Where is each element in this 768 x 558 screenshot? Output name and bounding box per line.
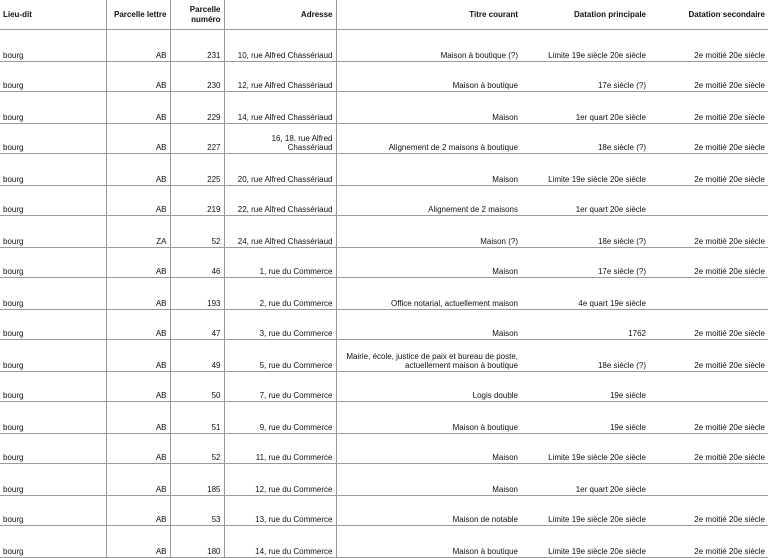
cell-lieu-dit: bourg — [0, 62, 106, 92]
cell-datation-secondaire — [649, 464, 768, 496]
cell-datation-secondaire: 2e moitié 20e siècle — [649, 216, 768, 248]
cell-parcelle-numero: 52 — [170, 434, 224, 464]
cell-datation-secondaire: 2e moitié 20e siècle — [649, 434, 768, 464]
header-adresse: Adresse — [224, 0, 336, 30]
table-row — [0, 124, 768, 154]
cell-adresse: 20, rue Alfred Chassériaud — [224, 154, 336, 186]
cell-adresse: 3, rue du Commerce — [224, 310, 336, 340]
table-row — [0, 340, 768, 372]
cell-titre-courant: Logis double — [336, 372, 521, 402]
cell-parcelle-lettre: AB — [106, 154, 170, 186]
table-row — [0, 310, 768, 340]
cell-adresse: 22, rue Alfred Chassériaud — [224, 186, 336, 216]
cell-parcelle-numero: 229 — [170, 92, 224, 124]
cell-adresse: 7, rue du Commerce — [224, 372, 336, 402]
table-row — [0, 434, 768, 464]
cell-datation-principale: 17e siècle (?) — [521, 62, 649, 92]
table-row — [0, 186, 768, 216]
header-parcelle-lettre: Parcelle lettre — [106, 0, 170, 30]
cell-datation-secondaire: 2e moitié 20e siècle — [649, 154, 768, 186]
cell-datation-principale: 19e siècle — [521, 372, 649, 402]
cell-parcelle-lettre: AB — [106, 248, 170, 278]
cell-parcelle-lettre: AB — [106, 186, 170, 216]
cell-lieu-dit: bourg — [0, 310, 106, 340]
table-row — [0, 62, 768, 92]
cell-adresse: 12, rue Alfred Chassériaud — [224, 62, 336, 92]
cell-datation-secondaire: 2e moitié 20e siècle — [649, 248, 768, 278]
table-row — [0, 402, 768, 434]
table-row — [0, 216, 768, 248]
cell-datation-principale: 4e quart 19e siècle — [521, 278, 649, 310]
cell-titre-courant: Alignement de 2 maisons — [336, 186, 521, 216]
cell-lieu-dit: bourg — [0, 278, 106, 310]
cell-lieu-dit: bourg — [0, 216, 106, 248]
cell-parcelle-numero: 46 — [170, 248, 224, 278]
cell-parcelle-numero: 219 — [170, 186, 224, 216]
cell-datation-principale: 18e siècle (?) — [521, 124, 649, 154]
cell-adresse: 16, 18, rue Alfred Chassériaud — [224, 124, 336, 154]
cell-adresse: 1, rue du Commerce — [224, 248, 336, 278]
cell-parcelle-lettre: AB — [106, 496, 170, 526]
cell-datation-principale: 17e siècle (?) — [521, 248, 649, 278]
cell-titre-courant: Maison à boutique — [336, 402, 521, 434]
cell-datation-principale: 1762 — [521, 310, 649, 340]
cell-lieu-dit: bourg — [0, 92, 106, 124]
cell-parcelle-numero: 227 — [170, 124, 224, 154]
cell-parcelle-lettre: AB — [106, 402, 170, 434]
cell-datation-principale: 1er quart 20e siècle — [521, 92, 649, 124]
table-row — [0, 278, 768, 310]
cell-adresse: 12, rue du Commerce — [224, 464, 336, 496]
table-row — [0, 154, 768, 186]
cell-parcelle-numero: 49 — [170, 340, 224, 372]
cell-parcelle-numero: 231 — [170, 30, 224, 62]
cell-datation-principale: Limite 19e siècle 20e siècle — [521, 30, 649, 62]
cell-lieu-dit: bourg — [0, 340, 106, 372]
cell-lieu-dit: bourg — [0, 30, 106, 62]
cell-lieu-dit: bourg — [0, 186, 106, 216]
cell-datation-secondaire: 2e moitié 20e siècle — [649, 526, 768, 558]
cell-lieu-dit: bourg — [0, 464, 106, 496]
cell-titre-courant: Maison (?) — [336, 216, 521, 248]
cell-datation-principale: 18e siècle (?) — [521, 340, 649, 372]
cell-parcelle-numero: 180 — [170, 526, 224, 558]
cell-titre-courant: Maison — [336, 464, 521, 496]
cell-titre-courant: Maison — [336, 248, 521, 278]
cell-datation-principale: 1er quart 20e siècle — [521, 186, 649, 216]
cell-adresse: 5, rue du Commerce — [224, 340, 336, 372]
cell-parcelle-lettre: AB — [106, 62, 170, 92]
cell-parcelle-lettre: AB — [106, 92, 170, 124]
cell-titre-courant: Alignement de 2 maisons à boutique — [336, 124, 521, 154]
cell-titre-courant: Maison de notable — [336, 496, 521, 526]
cell-lieu-dit: bourg — [0, 526, 106, 558]
header-lieu-dit: Lieu-dit — [0, 0, 106, 30]
cell-datation-secondaire — [649, 186, 768, 216]
cell-titre-courant: Maison à boutique — [336, 526, 521, 558]
cell-datation-secondaire: 2e moitié 20e siècle — [649, 340, 768, 372]
cell-lieu-dit: bourg — [0, 154, 106, 186]
cell-parcelle-lettre: AB — [106, 372, 170, 402]
cell-parcelle-lettre: AB — [106, 278, 170, 310]
cell-datation-secondaire: 2e moitié 20e siècle — [649, 30, 768, 62]
cell-lieu-dit: bourg — [0, 434, 106, 464]
cell-datation-principale: 1er quart 20e siècle — [521, 464, 649, 496]
cell-datation-secondaire: 2e moitié 20e siècle — [649, 62, 768, 92]
cell-datation-secondaire: 2e moitié 20e siècle — [649, 496, 768, 526]
header-datation-secondaire: Datation secondaire — [649, 0, 768, 30]
cell-datation-secondaire: 2e moitié 20e siècle — [649, 92, 768, 124]
cell-datation-secondaire: 2e moitié 20e siècle — [649, 124, 768, 154]
table-row — [0, 496, 768, 526]
cell-adresse: 13, rue du Commerce — [224, 496, 336, 526]
cell-parcelle-lettre: AB — [106, 30, 170, 62]
table-row — [0, 30, 768, 62]
cell-datation-secondaire: 2e moitié 20e siècle — [649, 310, 768, 340]
table-row — [0, 372, 768, 402]
table-row — [0, 92, 768, 124]
cell-datation-secondaire: 2e moitié 20e siècle — [649, 402, 768, 434]
cell-parcelle-lettre: AB — [106, 340, 170, 372]
table-row — [0, 248, 768, 278]
cell-parcelle-lettre: ZA — [106, 216, 170, 248]
table-row — [0, 526, 768, 558]
cell-titre-courant: Maison — [336, 434, 521, 464]
cell-lieu-dit: bourg — [0, 402, 106, 434]
cell-adresse: 14, rue du Commerce — [224, 526, 336, 558]
cell-adresse: 11, rue du Commerce — [224, 434, 336, 464]
cell-parcelle-numero: 50 — [170, 372, 224, 402]
cell-parcelle-lettre: AB — [106, 434, 170, 464]
table-body — [0, 30, 768, 558]
cell-datation-secondaire — [649, 372, 768, 402]
cell-adresse: 14, rue Alfred Chassériaud — [224, 92, 336, 124]
header-titre-courant: Titre courant — [336, 0, 521, 30]
cell-lieu-dit: bourg — [0, 124, 106, 154]
cell-parcelle-lettre: AB — [106, 526, 170, 558]
cell-datation-secondaire — [649, 278, 768, 310]
cell-datation-principale: Limite 19e siècle 20e siècle — [521, 496, 649, 526]
header-row — [0, 0, 768, 30]
cell-parcelle-numero: 185 — [170, 464, 224, 496]
cell-parcelle-numero: 52 — [170, 216, 224, 248]
cell-adresse: 2, rue du Commerce — [224, 278, 336, 310]
cell-datation-principale: 19e siècle — [521, 402, 649, 434]
cell-parcelle-numero: 53 — [170, 496, 224, 526]
cell-datation-principale: Limite 19e siècle 20e siècle — [521, 526, 649, 558]
header-parcelle-numero: Parcelle numéro — [170, 0, 224, 30]
cell-titre-courant: Maison — [336, 310, 521, 340]
cell-lieu-dit: bourg — [0, 248, 106, 278]
cell-titre-courant: Maison à boutique (?) — [336, 30, 521, 62]
cell-lieu-dit: bourg — [0, 372, 106, 402]
cell-parcelle-numero: 225 — [170, 154, 224, 186]
cell-titre-courant: Maison — [336, 154, 521, 186]
cell-adresse: 24, rue Alfred Chassériaud — [224, 216, 336, 248]
cell-adresse: 10, rue Alfred Chassériaud — [224, 30, 336, 62]
table-row — [0, 464, 768, 496]
header-datation-principale: Datation principale — [521, 0, 649, 30]
cell-parcelle-lettre: AB — [106, 124, 170, 154]
cell-parcelle-numero: 47 — [170, 310, 224, 340]
cell-lieu-dit: bourg — [0, 496, 106, 526]
cell-datation-principale: Limite 19e siècle 20e siècle — [521, 434, 649, 464]
cell-titre-courant: Mairie, école, justice de paix et bureau de poste, actuellement maison à boutique — [336, 340, 521, 372]
cell-titre-courant: Office notarial, actuellement maison — [336, 278, 521, 310]
cell-parcelle-numero: 230 — [170, 62, 224, 92]
cell-titre-courant: Maison à boutique — [336, 62, 521, 92]
cell-adresse: 9, rue du Commerce — [224, 402, 336, 434]
cell-datation-principale: Limite 19e siècle 20e siècle — [521, 154, 649, 186]
cell-parcelle-numero: 193 — [170, 278, 224, 310]
cell-parcelle-numero: 51 — [170, 402, 224, 434]
cell-parcelle-lettre: AB — [106, 464, 170, 496]
cell-datation-principale: 18e siècle (?) — [521, 216, 649, 248]
cell-titre-courant: Maison — [336, 92, 521, 124]
cell-parcelle-lettre: AB — [106, 310, 170, 340]
